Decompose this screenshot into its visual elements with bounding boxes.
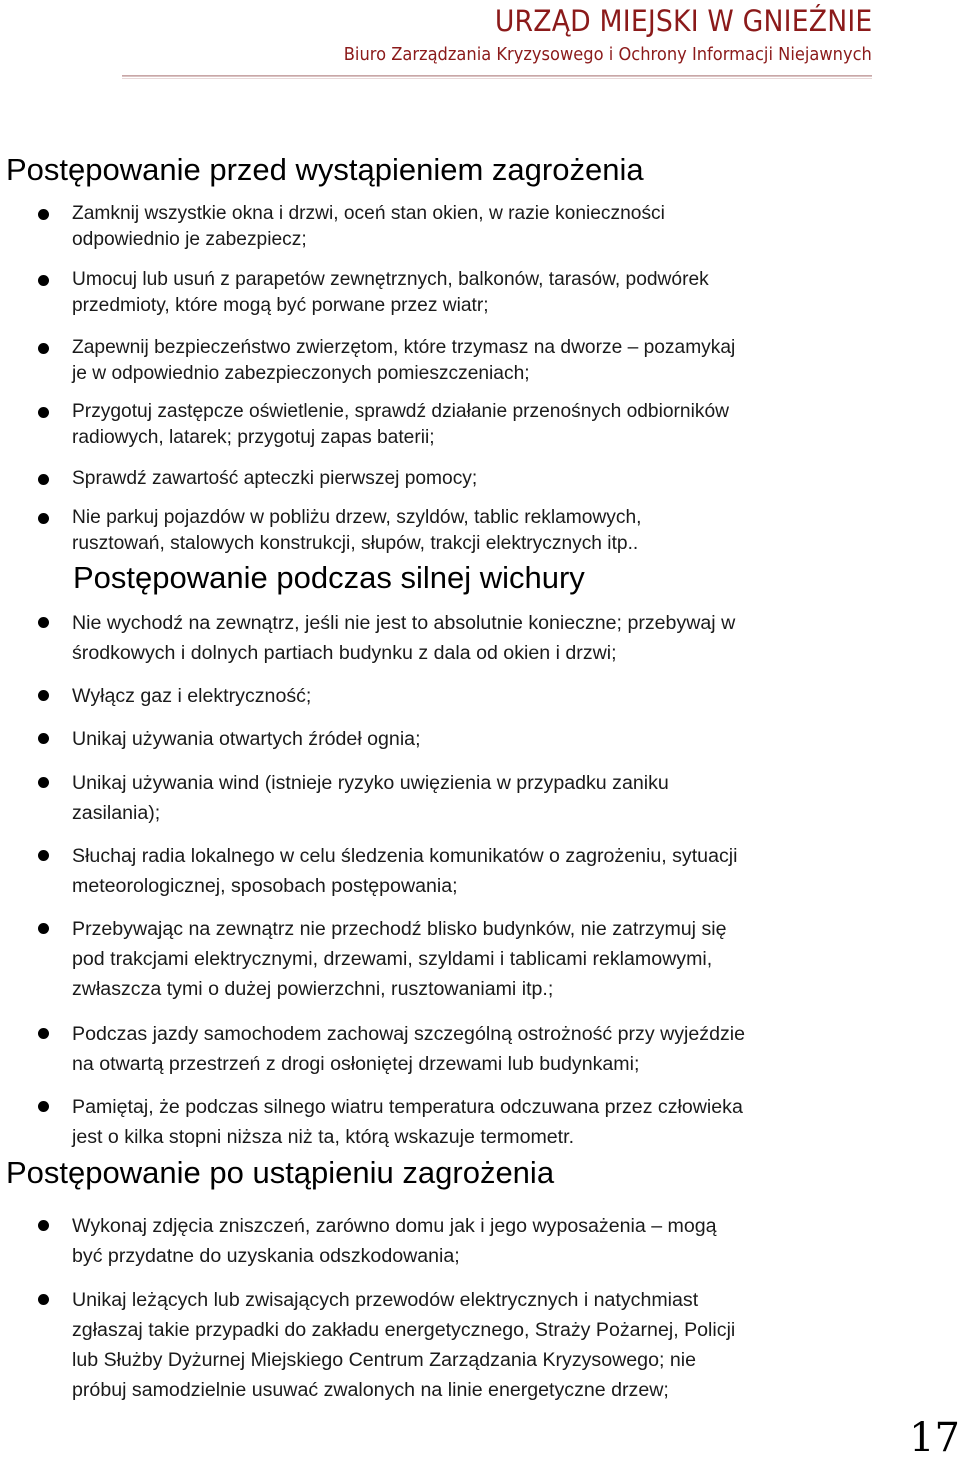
bullet-icon (38, 923, 49, 934)
list-item-text: Nie wychodź na zewnątrz, jeśli nie jest to absolutnie konieczne; przebywaj w środkowych i dolnych partiach budynku z dala od okien i drzwi; (72, 612, 736, 664)
list-item-text: Wyłącz gaz i elektryczność; (72, 685, 312, 707)
bullet-icon (38, 1220, 49, 1231)
list-item-text: Sprawdź zawartość apteczki pierwszej pomocy; (72, 468, 478, 489)
section-heading-during: Postępowanie podczas silnej wichury (73, 560, 585, 595)
list-item-text: Unikaj używania otwartych źródeł ognia; (72, 728, 421, 750)
list-item-text: Podczas jazdy samochodem zachowaj szczególną ostrożność przy wyjeździe na otwartą przestrzeń z drogi osłoniętej drzewami lub budynkami; (72, 1023, 746, 1075)
bullet-icon (38, 733, 49, 744)
section-heading-after: Postępowanie po ustąpieniu zagrożenia (6, 1155, 555, 1190)
bullet-icon (38, 1294, 49, 1305)
list-item-text: Umocuj lub usuń z parapetów zewnętrznych, balkonów, tarasów, podwórek przedmioty, które mogą być porwane przez wiatr; (72, 269, 709, 316)
header-divider (122, 75, 872, 77)
bullet-icon (38, 777, 49, 788)
bullet-icon (38, 1101, 49, 1112)
list-item-text: Pamiętaj, że podczas silnego wiatru temperatura odczuwana przez człowieka jest o kilka stopni niższa niż ta, którą wskazuje termometr. (72, 1096, 743, 1148)
list-item-text: Słuchaj radia lokalnego w celu śledzenia komunikatów o zagrożeniu, sytuacji meteorologicznej, sposobach postępowania; (72, 845, 738, 897)
header-subtitle: Biuro Zarządzania Kryzysowego i Ochrony Informacji Niejawnych (343, 45, 872, 65)
bullet-icon (38, 513, 49, 524)
list-item-text: Nie parkuj pojazdów w pobliżu drzew, szyldów, tablic reklamowych, rusztowań, stalowych konstrukcji, słupów, trakcji elektrycznych itp.. (72, 507, 642, 554)
list-item-text: Zapewnij bezpieczeństwo zwierzętom, które trzymasz na dworze – pozamykaj je w odpowiednio zabezpieczonych pomieszczeniach; (72, 337, 736, 384)
page-number: 17 (909, 1415, 960, 1461)
bullet-icon (38, 690, 49, 701)
bullet-icon (38, 1028, 49, 1039)
list-item-text: Przebywając na zewnątrz nie przechodź blisko budynków, nie zatrzymuj się pod trakcjami elektrycznymi, drzewami, szyldami i tablicami reklamowymi, zwłaszcza tymi o dużej powierzchni, rusztowaniami itp.; (72, 918, 727, 1000)
bullet-icon (38, 407, 49, 418)
list-item-text: Wykonaj zdjęcia zniszczeń, zarówno domu jak i jego wyposażenia – mogą być przydatne do uzyskania odszkodowania; (72, 1215, 717, 1267)
section-heading-before: Postępowanie przed wystąpieniem zagrożenia (6, 152, 644, 187)
bullet-icon (38, 275, 49, 286)
list-item-text: Unikaj używania wind (istnieje ryzyko uwięzienia w przypadku zaniku zasilania); (72, 772, 669, 824)
bullet-icon (38, 474, 49, 485)
list-item-text: Przygotuj zastępcze oświetlenie, sprawdź działanie przenośnych odbiorników radiowych, latarek; przygotuj zapas baterii; (72, 401, 729, 448)
bullet-icon (38, 617, 49, 628)
list-item-text: Unikaj leżących lub zwisających przewodów elektrycznych i natychmiast zgłaszaj takie przypadki do zakładu energetycznego, Straży Pożarnej, Policji lub Służby Dyżurnej Miejskiego Centrum Zarządzania Kryzysowego; nie próbuj samodzielnie usuwać zwalonych na linie energetyczne drzew; (72, 1289, 736, 1401)
header-title: URZĄD MIEJSKI W GNIEŹNIE (494, 4, 872, 38)
bullet-icon (38, 343, 49, 354)
bullet-icon (38, 850, 49, 861)
bullet-icon (38, 209, 49, 220)
list-item-text: Zamknij wszystkie okna i drzwi, oceń stan okien, w razie konieczności odpowiednio je zabezpiecz; (72, 203, 665, 250)
